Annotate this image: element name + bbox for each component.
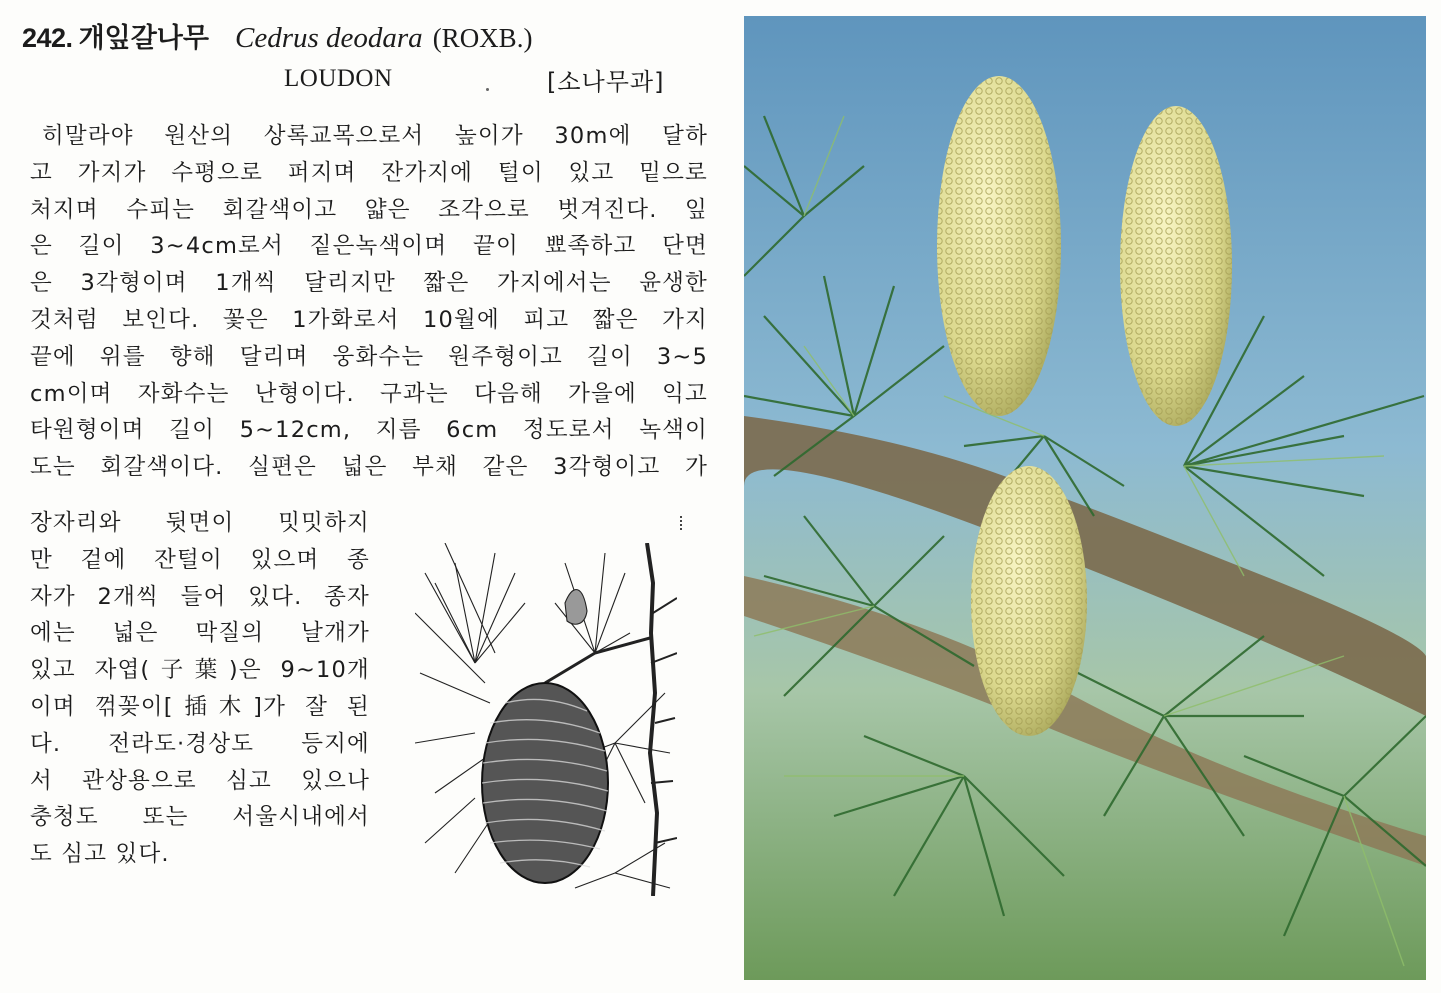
description-line: 고 가지가 수평으로 퍼지며 잔가지에 털이 있고 밑으로	[30, 159, 708, 186]
description-line: 은 3각형이며 1개씩 달리지만 짧은 가지에서는 윤생한	[30, 270, 708, 297]
dot-mark	[486, 88, 489, 91]
family-name: [소나무과]	[547, 68, 665, 96]
cedar-cone-line-drawing-icon	[415, 543, 677, 896]
author-abbrev: (ROXB.)	[432, 23, 533, 53]
description-line: 도 심고 있다.	[30, 841, 170, 868]
description-line: 에는 넓은 막질의 날개가	[30, 620, 370, 647]
description-line: 타원형이며 길이 5~12cm, 지름 6cm 정도로서 녹색이	[30, 417, 708, 444]
margin-mark	[680, 516, 684, 530]
description-line: 끝에 위를 향해 달리며 웅화수는 원주형이고 길이 3~5	[30, 343, 708, 370]
entry-number: 242.	[22, 23, 73, 53]
description-wrap-text	[30, 505, 370, 873]
cedar-branch-cones-photo-icon	[744, 16, 1426, 980]
scientific-name: Cedrus deodara	[234, 22, 423, 54]
description-line: 있고 자엽(子葉)은 9~10개	[30, 657, 370, 684]
description-line: 도는 회갈색이다. 실편은 넓은 부채 같은 3각형이고 가	[30, 454, 708, 481]
description-line: 히말라야 원산의 상록교목으로서 높이가 30m에 달하	[42, 123, 708, 149]
title-line	[22, 20, 532, 57]
description-line: cm이며 자화수는 난형이다. 구과는 다음해 가을에 익고	[30, 380, 708, 407]
description-line: 장자리와 뒷면이 밋밋하지	[30, 510, 370, 536]
description-text	[30, 118, 708, 486]
description-line: 충청도 또는 서울시내에서	[30, 804, 370, 831]
description-line: 다. 전라도·경상도 등지에	[30, 730, 370, 757]
description-line: 처지며 수피는 회갈색이고 얇은 조각으로 벗겨진다. 잎	[30, 196, 708, 223]
cedar-photo	[744, 16, 1426, 980]
description-line: 자가 2개씩 들어 있다. 종자	[30, 583, 370, 610]
description-line: 만 겉에 잔털이 있으며 종	[30, 546, 370, 573]
entry-header	[22, 14, 712, 104]
description-line: 것처럼 보인다. 꽃은 1가화로서 10월에 피고 짧은 가지	[30, 306, 708, 333]
korean-name: 개잎갈나무	[78, 23, 209, 54]
description-line: 은 길이 3~4cm로서 짙은녹색이며 끝이 뾰족하고 단면	[30, 233, 708, 260]
author-name: LOUDON	[284, 65, 393, 92]
description-line: 서 관상용으로 심고 있으나	[30, 767, 370, 794]
cone-illustration	[415, 543, 677, 896]
description-line: 이며 꺾꽂이[插木]가 잘 된	[30, 693, 370, 720]
